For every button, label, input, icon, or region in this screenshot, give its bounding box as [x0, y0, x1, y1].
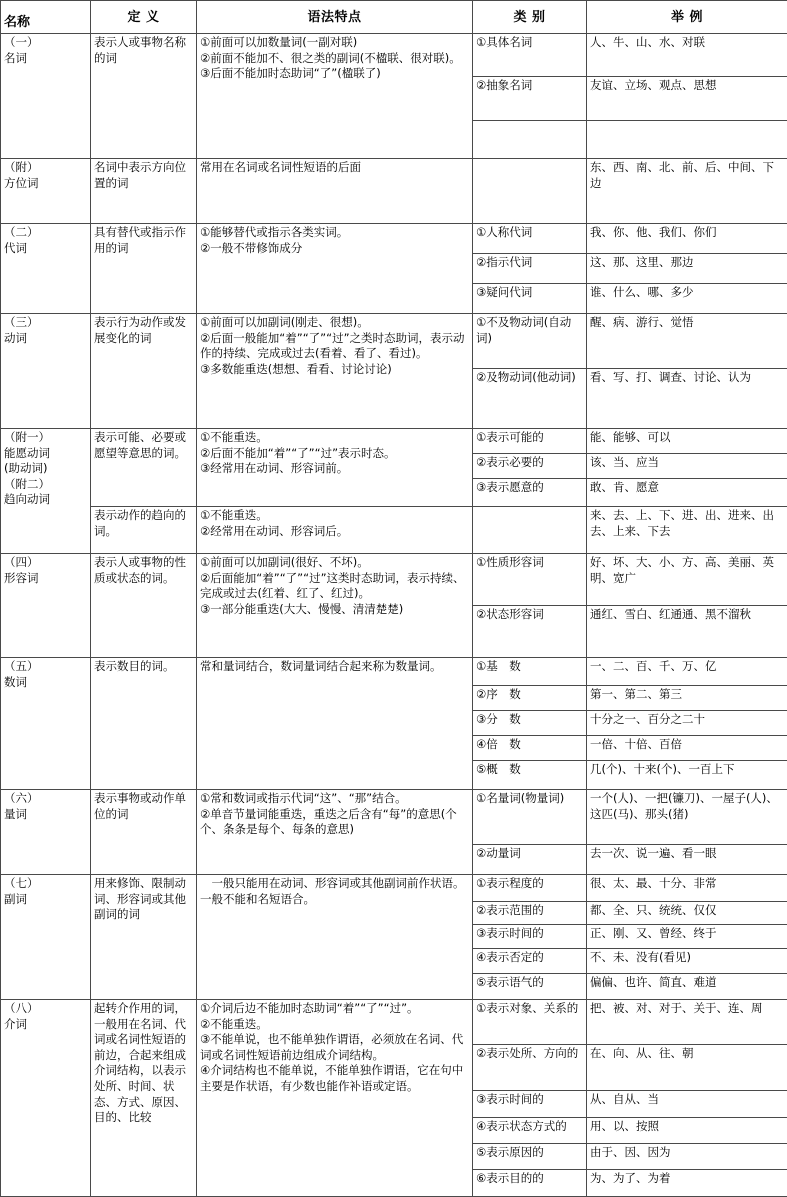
category-cell: ②表示处所、方向的 [473, 1045, 587, 1091]
category-cell: ①表示对象、关系的 [473, 1000, 587, 1045]
table-row [1, 34, 787, 77]
definition-preposition: 起转介作用的词，一般用在名词、代词或名词性短语的前边，合起来组成介词结构，以表示处所、时间、状态、方式、原因、目的、比较 [91, 1000, 197, 1197]
pos-name-numeral: （五） 数词 [1, 658, 91, 790]
definition-directional-verb: 表示动作的趋向的词。 [91, 507, 197, 554]
category-cell: ②抽象名词 [473, 77, 587, 121]
example-cell: 偏偏、也许、简直、难道 [587, 974, 787, 1000]
example-cell: 该、当、应当 [587, 454, 787, 479]
pos-name-adjective: （四） 形容词 [1, 554, 91, 658]
pos-name-adverb: （七） 副词 [1, 875, 91, 1000]
example-cell: 在、向、从、往、朝 [587, 1045, 787, 1091]
example-cell: 几(个)、十来(个)、一百上下 [587, 761, 787, 790]
example-cell: 好、坏、大、小、方、高、美丽、英明、宽广 [587, 554, 787, 606]
category-cell: ⑤表示原因的 [473, 1144, 587, 1170]
table-row [1, 429, 787, 454]
example-cell: 一个(人)、一把(镰刀)、一屋子(人)、这匹(马)、那头(猪) [587, 790, 787, 845]
example-cell: 很、太、最、十分、非常 [587, 875, 787, 902]
category-cell: ②及物动词(他动词) [473, 369, 587, 429]
example-cell: 醒、病、游行、觉悟 [587, 314, 787, 369]
category-cell: ③表示愿意的 [473, 479, 587, 507]
category-cell: ④倍 数 [473, 736, 587, 761]
example-cell: 用、以、按照 [587, 1118, 787, 1144]
pos-name-measure-word: （六） 量词 [1, 790, 91, 875]
features-adverb: 一般只能用在动词、形容词或其他副词前作状语。一般不能和名短语合。 [197, 875, 473, 1000]
category-cell: ③疑问代词 [473, 284, 587, 314]
example-cell: 把、被、对、对于、关于、连、周 [587, 1000, 787, 1045]
header-grammar-features: 语法特点 [197, 1, 473, 34]
header-definition: 定 义 [91, 1, 197, 34]
category-cell [473, 159, 587, 224]
example-cell: 通红、雪白、红通通、黑不溜秋 [587, 606, 787, 658]
example-cell: 不、未、没有(看见) [587, 949, 787, 974]
definition-adverb: 用来修饰、限制动词、形容词或其他副词的词 [91, 875, 197, 1000]
example-cell: 谁、什么、哪、多少 [587, 284, 787, 314]
table-row [1, 159, 787, 224]
header-examples: 举 例 [587, 1, 787, 34]
table-row [1, 554, 787, 606]
category-cell: ④表示否定的 [473, 949, 587, 974]
example-cell: 友谊、立场、观点、思想 [587, 77, 787, 121]
category-cell [473, 507, 587, 554]
example-cell: 从、自从、当 [587, 1091, 787, 1118]
category-cell: ③表示时间的 [473, 925, 587, 949]
example-cell: 能、能够、可以 [587, 429, 787, 454]
table-header-row [1, 1, 787, 34]
features-adjective: ①前面可以加副词(很好、不坏)。 ②后面能加“着”“了”“过”这类时态助词，表示持续、完成或过去(红着、红了、红过)。 ③一部分能重迭(大大、慢慢、清清楚楚) [197, 554, 473, 658]
table-row [1, 507, 787, 554]
table-row [1, 790, 787, 845]
category-cell: ③分 数 [473, 711, 587, 736]
example-cell: 正、刚、又、曾经、终于 [587, 925, 787, 949]
features-locative: 常用在名词或名词性短语的后面 [197, 159, 473, 224]
category-cell: ②表示范围的 [473, 902, 587, 925]
features-preposition: ①介词后边不能加时态助词“着”“了”“过”。 ②不能重迭。 ③不能单说，也不能单独作谓语，必须放在名词、代词或名词性短语前边组成介词结构。 ④介词结构也不能单说，不能单独作谓语，它在句中主要是作状语，有少数也能作补语或定语。 [197, 1000, 473, 1197]
example-cell: 为、为了、为着 [587, 1170, 787, 1197]
category-cell: ⑤概 数 [473, 761, 587, 790]
table-row [1, 875, 787, 902]
category-cell: ④表示状态方式的 [473, 1118, 587, 1144]
header-category: 类 别 [473, 1, 587, 34]
features-pronoun: ①能够替代或指示各类实词。 ②一般不带修饰成分 [197, 224, 473, 314]
category-cell: ①基 数 [473, 658, 587, 686]
category-cell: ③表示时间的 [473, 1091, 587, 1118]
table-body [1, 1, 787, 1197]
example-cell: 人、牛、山、水、对联 [587, 34, 787, 77]
header-name: 名称 [1, 1, 91, 34]
features-noun: ①前面可以加数量词(一副对联) ②前面不能加不、很之类的副词(不楹联、很对联)。 ③后面不能加时态助词“了”(楹联了) [197, 34, 473, 159]
pos-name-noun: （一） 名词 [1, 34, 91, 159]
example-cell: 都、全、只、统统、仅仅 [587, 902, 787, 925]
table-row [1, 314, 787, 369]
example-cell: 去一次、说一遍、看一眼 [587, 845, 787, 875]
category-cell: ⑤表示语气的 [473, 974, 587, 1000]
example-cell: 看、写、打、调查、讨论、认为 [587, 369, 787, 429]
definition-pronoun: 具有替代或指示作用的词 [91, 224, 197, 314]
category-cell: ①不及物动词(自动词) [473, 314, 587, 369]
features-numeral: 常和量词结合，数词量词结合起来称为数量词。 [197, 658, 473, 790]
example-cell: 一、二、百、千、万、亿 [587, 658, 787, 686]
example-cell: 东、西、南、北、前、后、中间、下边 [587, 159, 787, 224]
features-modal-verb: ①不能重迭。 ②后面不能加“着”“了”“过”表示时态。 ③经常用在动词、形容词前。 [197, 429, 473, 507]
definition-noun: 表示人或事物名称的词 [91, 34, 197, 159]
example-cell: 第一、第二、第三 [587, 686, 787, 711]
features-verb: ①前面可以加副词(刚走、很想)。 ②后面一般能加“着”“了”“过”之类时态助词，表示动作的持续、完成或过去(看着、看了、看过)。 ③多数能重迭(想想、看看、讨论讨论) [197, 314, 473, 429]
category-cell: ②序 数 [473, 686, 587, 711]
definition-adjective: 表示人或事物的性质或状态的词。 [91, 554, 197, 658]
category-cell: ①名量词(物量词) [473, 790, 587, 845]
features-measure-word: ①常和数词或指示代词“这”、“那”结合。 ②单音节量词能重迭，重迭之后含有“每”的意思(个个、条条是每个、每条的意思) [197, 790, 473, 875]
category-cell: ①性质形容词 [473, 554, 587, 606]
category-cell: ①表示程度的 [473, 875, 587, 902]
example-cell: 由于、因、因为 [587, 1144, 787, 1170]
table-row [1, 658, 787, 686]
category-cell: ①表示可能的 [473, 429, 587, 454]
example-cell: 这、那、这里、那边 [587, 254, 787, 284]
example-cell [587, 121, 787, 159]
pos-name-locative: （附） 方位词 [1, 159, 91, 224]
category-cell: ②动量词 [473, 845, 587, 875]
category-cell [473, 121, 587, 159]
definition-locative: 名词中表示方向位置的词 [91, 159, 197, 224]
table-row [1, 224, 787, 254]
example-cell: 来、去、上、下、进、出、进来、出去、上来、下去 [587, 507, 787, 554]
category-cell: ①具体名词 [473, 34, 587, 77]
definition-numeral: 表示数目的词。 [91, 658, 197, 790]
pos-name-modal-directional-verb: （附一） 能愿动词 (助动词) （附二） 趋向动词 [1, 429, 91, 554]
category-cell: ②表示必要的 [473, 454, 587, 479]
features-directional-verb: ①不能重迭。 ②经常用在动词、形容词后。 [197, 507, 473, 554]
category-cell: ②状态形容词 [473, 606, 587, 658]
example-cell: 一倍、十倍、百倍 [587, 736, 787, 761]
example-cell: 我、你、他、我们、你们 [587, 224, 787, 254]
example-cell: 十分之一、百分之二十 [587, 711, 787, 736]
definition-measure-word: 表示事物或动作单位的词 [91, 790, 197, 875]
category-cell: ⑥表示目的的 [473, 1170, 587, 1197]
pos-name-pronoun: （二） 代词 [1, 224, 91, 314]
category-cell: ①人称代词 [473, 224, 587, 254]
pos-name-verb: （三） 动词 [1, 314, 91, 429]
pos-name-preposition: （八） 介词 [1, 1000, 91, 1197]
category-cell: ②指示代词 [473, 254, 587, 284]
table-row [1, 1000, 787, 1045]
example-cell: 敢、肯、愿意 [587, 479, 787, 507]
definition-modal-verb: 表示可能、必要或愿望等意思的词。 [91, 429, 197, 507]
definition-verb: 表示行为动作或发展变化的词 [91, 314, 197, 429]
